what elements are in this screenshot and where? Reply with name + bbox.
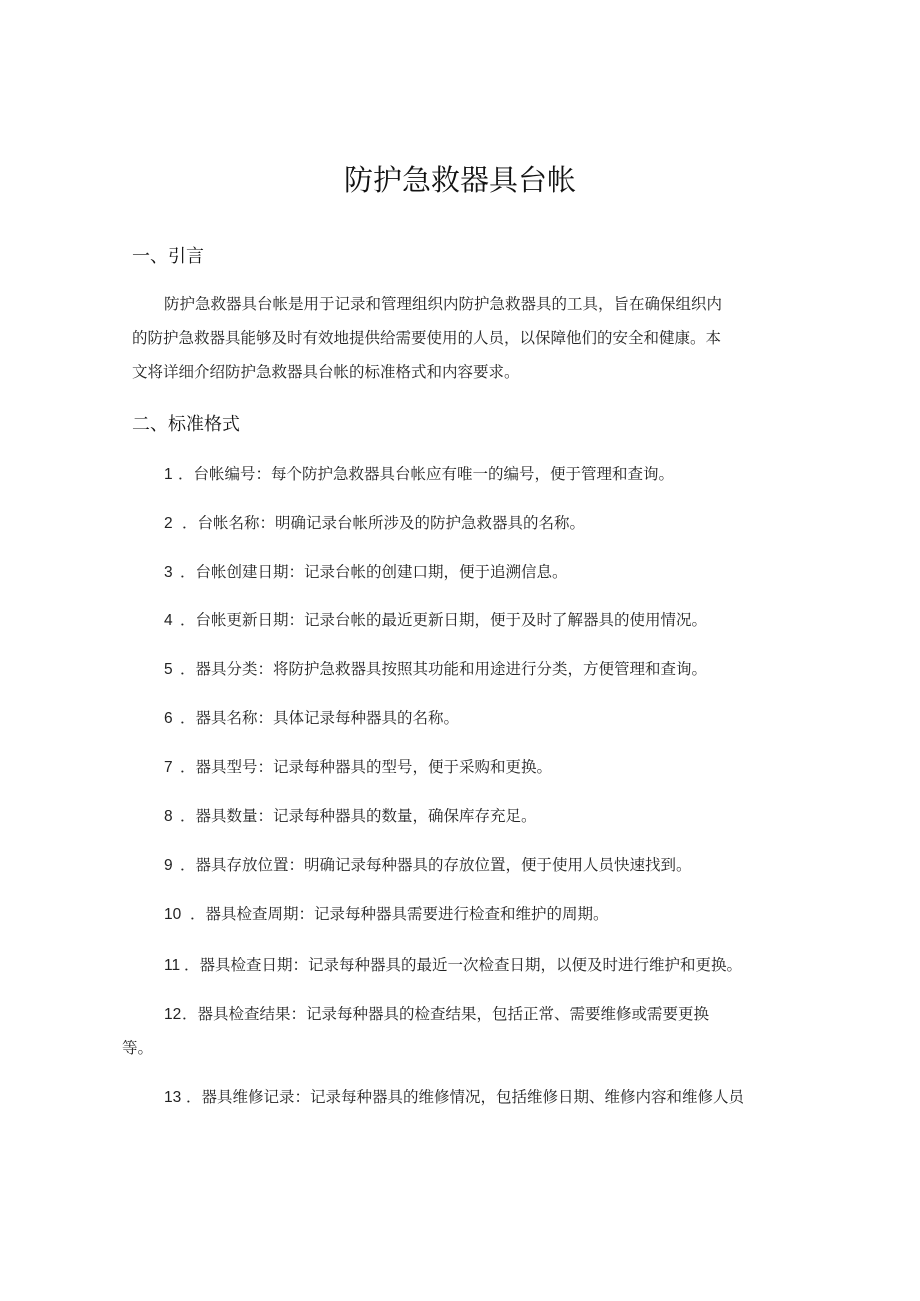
list-item-number: 13 — [164, 1089, 182, 1106]
intro-paragraph-line: 防护急救器具台帐是用于记录和管理组织内防护急救器具的工具，旨在确保组织内 — [164, 295, 723, 313]
list-item-continuation: 等。 — [122, 1039, 154, 1057]
list-item-number: 3 — [164, 564, 173, 581]
document-title: 防护急救器具台帐 — [343, 163, 576, 197]
list-item — [164, 1002, 709, 1027]
list-item-text: ．器具检查日期：记录每种器具的最近一次检查日期，以便及时进行维护和更换。 — [184, 956, 743, 974]
list-item — [164, 902, 609, 927]
list-item — [164, 560, 568, 585]
list-item — [164, 511, 585, 536]
list-item-text: ．器具检查结果：记录每种器具的检查结果，包括正常、需要维修或需要更换 — [182, 1005, 710, 1023]
list-item-text: ．台帐创建日期：记录台帐的创建口期，便于追溯信息。 — [180, 563, 568, 581]
list-item-number: 11 — [164, 957, 181, 974]
list-item-number: 7 — [164, 759, 173, 776]
intro-paragraph-line: 的防护急救器具能够及时有效地提供给需要使用的人员，以保障他们的安全和健康。本 — [132, 329, 722, 347]
list-item-text: ．器具型号：记录每种器具的型号，便于采购和更换。 — [180, 758, 553, 776]
list-item — [164, 1085, 744, 1110]
section-heading-format: 二、标准格式 — [132, 414, 240, 435]
list-item-text: ．台帐更新日期：记录台帐的最近更新日期，便于及时了解器具的使用情况。 — [180, 611, 708, 629]
list-item-number: 5 — [164, 661, 173, 678]
list-item-number: 9 — [164, 857, 173, 874]
list-item-text: ．器具数量：记录每种器具的数量，确保库存充足。 — [180, 807, 537, 825]
list-item — [164, 706, 459, 731]
list-item — [164, 853, 692, 878]
list-item-text: ．器具存放位置：明确记录每种器具的存放位置，便于使用人员快速找到。 — [180, 856, 692, 874]
list-item-text: ．器具名称：具体记录每种器具的名称。 — [180, 709, 460, 727]
list-item-text: ．器具分类：将防护急救器具按照其功能和用途进行分类，方便管理和查询。 — [180, 660, 708, 678]
list-item-text: ．台帐编号：每个防护急救器具台帐应有唯一的编号，便于管理和查询。 — [178, 465, 675, 483]
intro-paragraph — [132, 287, 792, 389]
list-item-text: ．器具维修记录：记录每种器具的维修情况，包括维修日期、维修内容和维修人员 — [186, 1088, 745, 1106]
list-item — [164, 755, 552, 780]
list-item — [164, 953, 742, 978]
list-item — [164, 462, 674, 487]
intro-paragraph-line: 文将详细介绍防护急救器具台帐的标准格式和内容要求。 — [132, 363, 520, 381]
list-item-number: 6 — [164, 710, 173, 727]
list-item-number: 4 — [164, 612, 173, 629]
list-item — [164, 657, 707, 682]
list-item — [164, 804, 537, 829]
list-item-number: 12 — [164, 1006, 182, 1023]
list-item-number: 10 — [164, 906, 182, 923]
list-item-text: ．器具检查周期：记录每种器具需要进行检查和维护的周期。 — [190, 905, 609, 923]
list-item — [164, 608, 707, 633]
list-item-text: ．台帐名称：明确记录台帐所涉及的防护急救器具的名称。 — [182, 514, 586, 532]
list-item-number: 2 — [164, 515, 173, 532]
list-item-number: 1 — [164, 466, 173, 483]
list-item-number: 8 — [164, 808, 173, 825]
section-heading-intro: 一、引言 — [132, 246, 204, 267]
